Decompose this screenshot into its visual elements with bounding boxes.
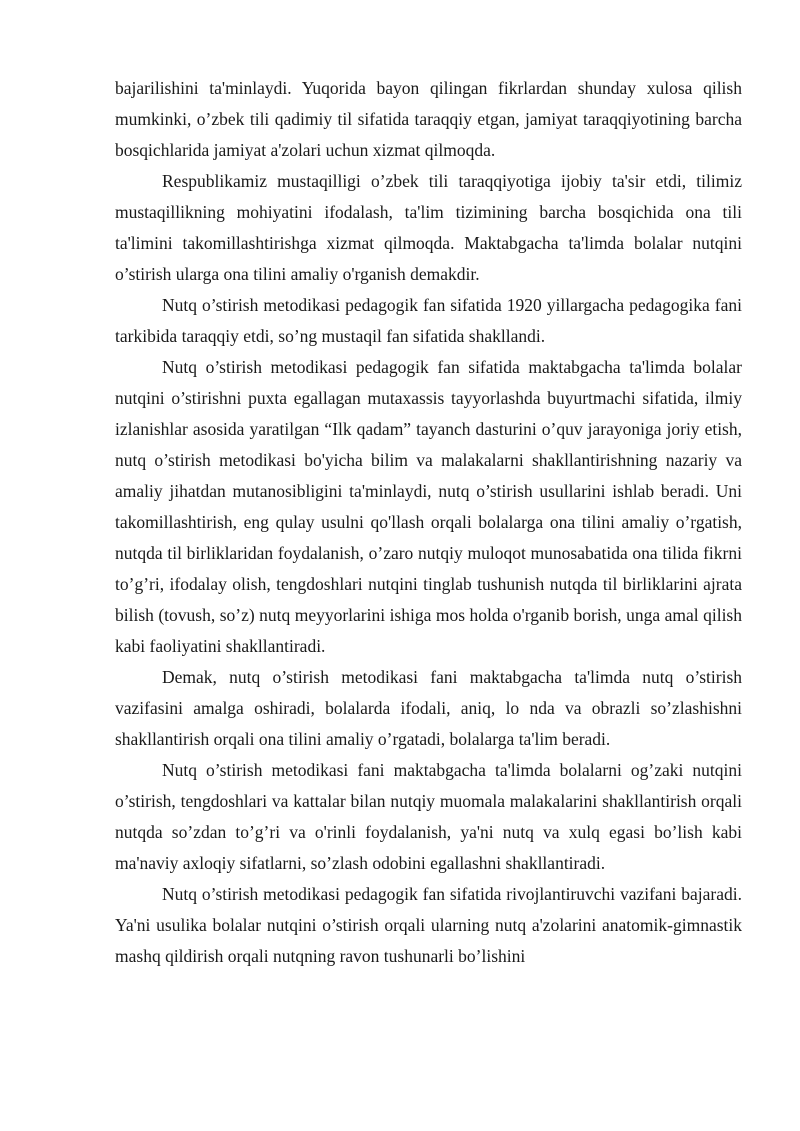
document-page xyxy=(115,73,742,972)
paragraph-3: Nutq o’stirish metodikasi pedagogik fan sifatida 1920 yillargacha pedagogika fani tarkibida taraqqiy etdi, so’ng mustaqil fan sifatida shakllandi. xyxy=(115,295,742,346)
paragraph-1: bajarilishini ta'minlaydi. Yuqorida bayon qilingan fikrlardan shunday xulosa qilish mumkinki, o’zbek tili qadimiy til sifatida taraqqiy etgan, jamiyat taraqqiyotining barcha bosqichlarida jamiyat a'zolari uchun xizmat qilmoqda. xyxy=(115,78,742,160)
paragraph-5: Demak, nutq o’stirish metodikasi fani maktabgacha ta'limda nutq o’stirish vazifasini amalga oshiradi, bolalarda ifodali, aniq, lo nda va obrazli so’zlashishni shakllantirish orqali ona tilini amaliy o’rgatadi, bolalarga ta'lim beradi. xyxy=(115,667,742,749)
paragraph-6: Nutq o’stirish metodikasi fani maktabgacha ta'limda bolalarni og’zaki nutqini o’stirish, tengdoshlari va kattalar bilan nutqiy muomala malakalarini shakllantirish orqali nutqda so’zdan to’g’ri va o'rinli foydalanish, ya'ni nutq va xulq egasi bo’lish kabi ma'naviy axloqiy sifatlarni, so’zlash odobini egallashni shakllantiradi. xyxy=(115,760,742,873)
paragraph-4: Nutq o’stirish metodikasi pedagogik fan sifatida maktabgacha ta'limda bolalar nutqini o’stirishni puxta egallagan mutaxassis tayyorlashda buyurtmachi sifatida, ilmiy izlanishlar asosida yaratilgan “Ilk qadam” tayanch dasturini o’quv jarayoniga joriy etish, nutq o’stirish metodikasi bo'yicha bilim va malakalarni shakllantirishning nazariy va amaliy jihatdan mutanosibligini ta'minlaydi, nutq o’stirish usullarini ishlab beradi. Uni takomillashtirish, eng qulay usulni qo'llash orqali bolalarga ona tilini amaliy o’rgatish, nutqda til birliklaridan foydalanish, o’zaro nutqiy muloqot munosabatida ona tilida fikrni to’g’ri, ifodalay olish, tengdoshlari nutqini tinglab tushunish nutqda til birliklarini ajrata bilish (tovush, so’z) nutq meyyorlarini ishiga mos holda o'rganib borish, unga amal qilish kabi faoliyatini shakllantiradi. xyxy=(115,357,742,656)
paragraph-7: Nutq o’stirish metodikasi pedagogik fan sifatida rivojlantiruvchi vazifani bajaradi. Ya'ni usulika bolalar nutqini o’stirish orqali ularning nutq a'zolarini anatomik-gimnastik mashq qildirish orqali nutqning ravon tushunarli bo’lishini xyxy=(115,884,742,966)
paragraph-2: Respublikamiz mustaqilligi o’zbek tili taraqqiyotiga ijobiy ta'sir etdi, tilimiz mustaqillikning mohiyatini ifodalash, ta'lim tizimining barcha bosqichida ona tili ta'limini takomillashtirishga xizmat qilmoqda. Maktabgacha ta'limda bolalar nutqini o’stirish ularga ona tilini amaliy o'rganish demakdir. xyxy=(115,171,742,284)
